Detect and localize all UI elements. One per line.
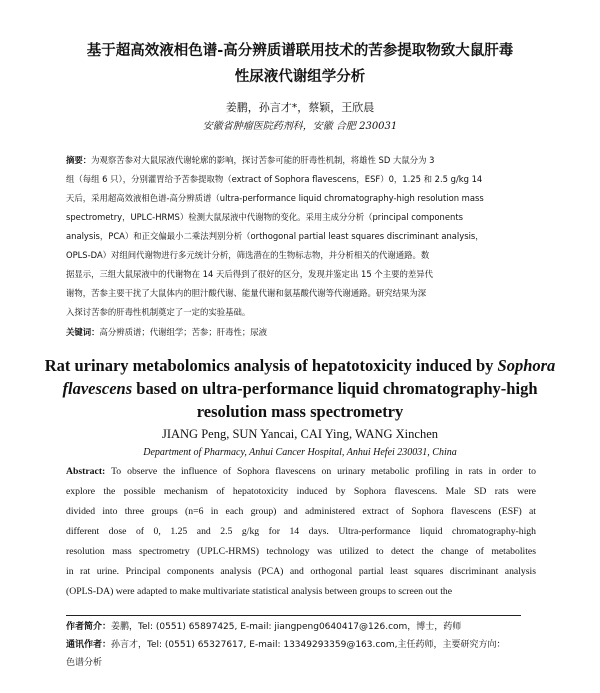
first-author-text: 姜鹏，Tel: (0551) 65897425, E-mail: jiangpeng0640417@126.com，博士，药师 [111, 622, 462, 632]
cn-abstract-line [66, 155, 536, 166]
corresponding-label: 通讯作者： [66, 640, 112, 650]
footnote-first-author [66, 621, 536, 633]
cn-abstract-text: 为观察苦参对大鼠尿液代谢轮廓的影响，探讨苦参可能的肝毒性机制，将雄性 SD 大鼠分为 3 [91, 155, 435, 165]
cn-abstract-line: 天后，采用超高效液相色谱-高分辨质谱（ultra-performance liquid chromatography-high resolution mass [66, 193, 484, 203]
corresponding-text: 孙言才，Tel: (0551) 65327617, E-mail: 13349293359@163.com,主任药师，主要研究方向： [111, 640, 506, 650]
first-author-label: 作者简介： [66, 622, 112, 632]
cn-authors: 姜鹏，孙言才*，蔡颖，王欣晨 [225, 101, 375, 114]
footnote-corresponding-cont: 色谱分析 [66, 658, 103, 668]
footnote-divider [66, 615, 521, 616]
cn-affiliation: 安徽省肿瘤医院药剂科，安徽 合肥 230031 [202, 121, 398, 132]
en-affiliation: Department of Pharmacy, Anhui Cancer Hospital, Anhui Hefei 230031, China [143, 447, 457, 458]
cn-keywords-label: 关键词： [66, 327, 100, 337]
cn-abstract-line: 组（每组 6 只），分别灌胃给予苦参提取物（extract of Sophora flavescens，ESF）0，1.25 和 2.5 g/kg 14 [66, 174, 483, 184]
en-title-line-1: Rat urinary metabolomics analysis of hepatotoxicity induced by Sophora [44, 356, 556, 375]
en-abstract-line [66, 466, 536, 478]
en-abstract-line: different dose of 0, 1.25 and 2.5 g/kg for 14 days. Ultra-performance liquid chromatography-high [66, 526, 536, 537]
en-authors: JIANG Peng, SUN Yancai, CAI Ying, WANG Xinchen [161, 427, 439, 441]
cn-keywords [66, 326, 267, 338]
cn-abstract-line: 据显示，三组大鼠尿液中的代谢物在 14 天后得到了很好的区分，发现并鉴定出 15 个主要的差异代 [66, 269, 433, 279]
en-abstract-text: To observe the influence of Sophora flavescens on urinary metabolic profiling in rats in order to [111, 466, 536, 477]
cn-abstract-line: 入探讨苦参的肝毒性机制奠定了一定的实验基础。 [66, 307, 251, 317]
cn-abstract-label: 摘要： [66, 155, 92, 165]
en-abstract-label: Abstract: [66, 466, 106, 477]
cn-abstract-line: OPLS-DA）对组间代谢物进行多元统计分析，筛选潜在的生物标志物，并分析相关的代谢通路。数 [66, 250, 430, 260]
cn-abstract-line: analysis，PCA）和正交偏最小二乘法判别分析（orthogonal partial least squares discriminant analysis， [66, 231, 484, 241]
cn-title-line-1: 基于超高效液相色谱-高分辨质谱联用技术的苦参提取物致大鼠肝毒 [86, 43, 514, 59]
en-abstract-line: (OPLS-DA) were adapted to make multivariate statistical analysis between groups to screen out the [66, 586, 453, 597]
cn-keywords-text: 高分辨质谱；代谢组学；苦参；肝毒性；尿液 [99, 327, 267, 337]
en-title-line-3: resolution mass spectrometry [196, 402, 404, 421]
en-title-line-2: flavescens based on ultra-performance liquid chromatography-high [62, 379, 538, 398]
cn-abstract-line: 谢物，苦参主要干扰了大鼠体内的胆汁酸代谢、能量代谢和氨基酸代谢等代谢通路。研究结果为深 [66, 288, 427, 298]
en-abstract-line: resolution mass spectrometry (UPLC-HRMS) technology was utilized to detect the change of metabolites [66, 546, 536, 557]
cn-title-line-2: 性尿液代谢组学分析 [234, 69, 366, 85]
cn-abstract-line: spectrometry，UPLC-HRMS）检测大鼠尿液中代谢物的变化。采用主成分分析（principal components [66, 212, 463, 222]
en-abstract-line: in rat urine. Principal components analysis (PCA) and orthogonal partial least squares discriminant analysis [66, 566, 536, 577]
en-abstract-line: explore the possible mechanism of hepatotoxicity induced by Sophora flavescens. Male SD rats were [66, 486, 536, 497]
footnote-corresponding-author [66, 639, 536, 651]
en-abstract-line: divided into three groups (n=6 in each group) and administered extract of Sophora flavescens (ESF) at [66, 506, 536, 517]
